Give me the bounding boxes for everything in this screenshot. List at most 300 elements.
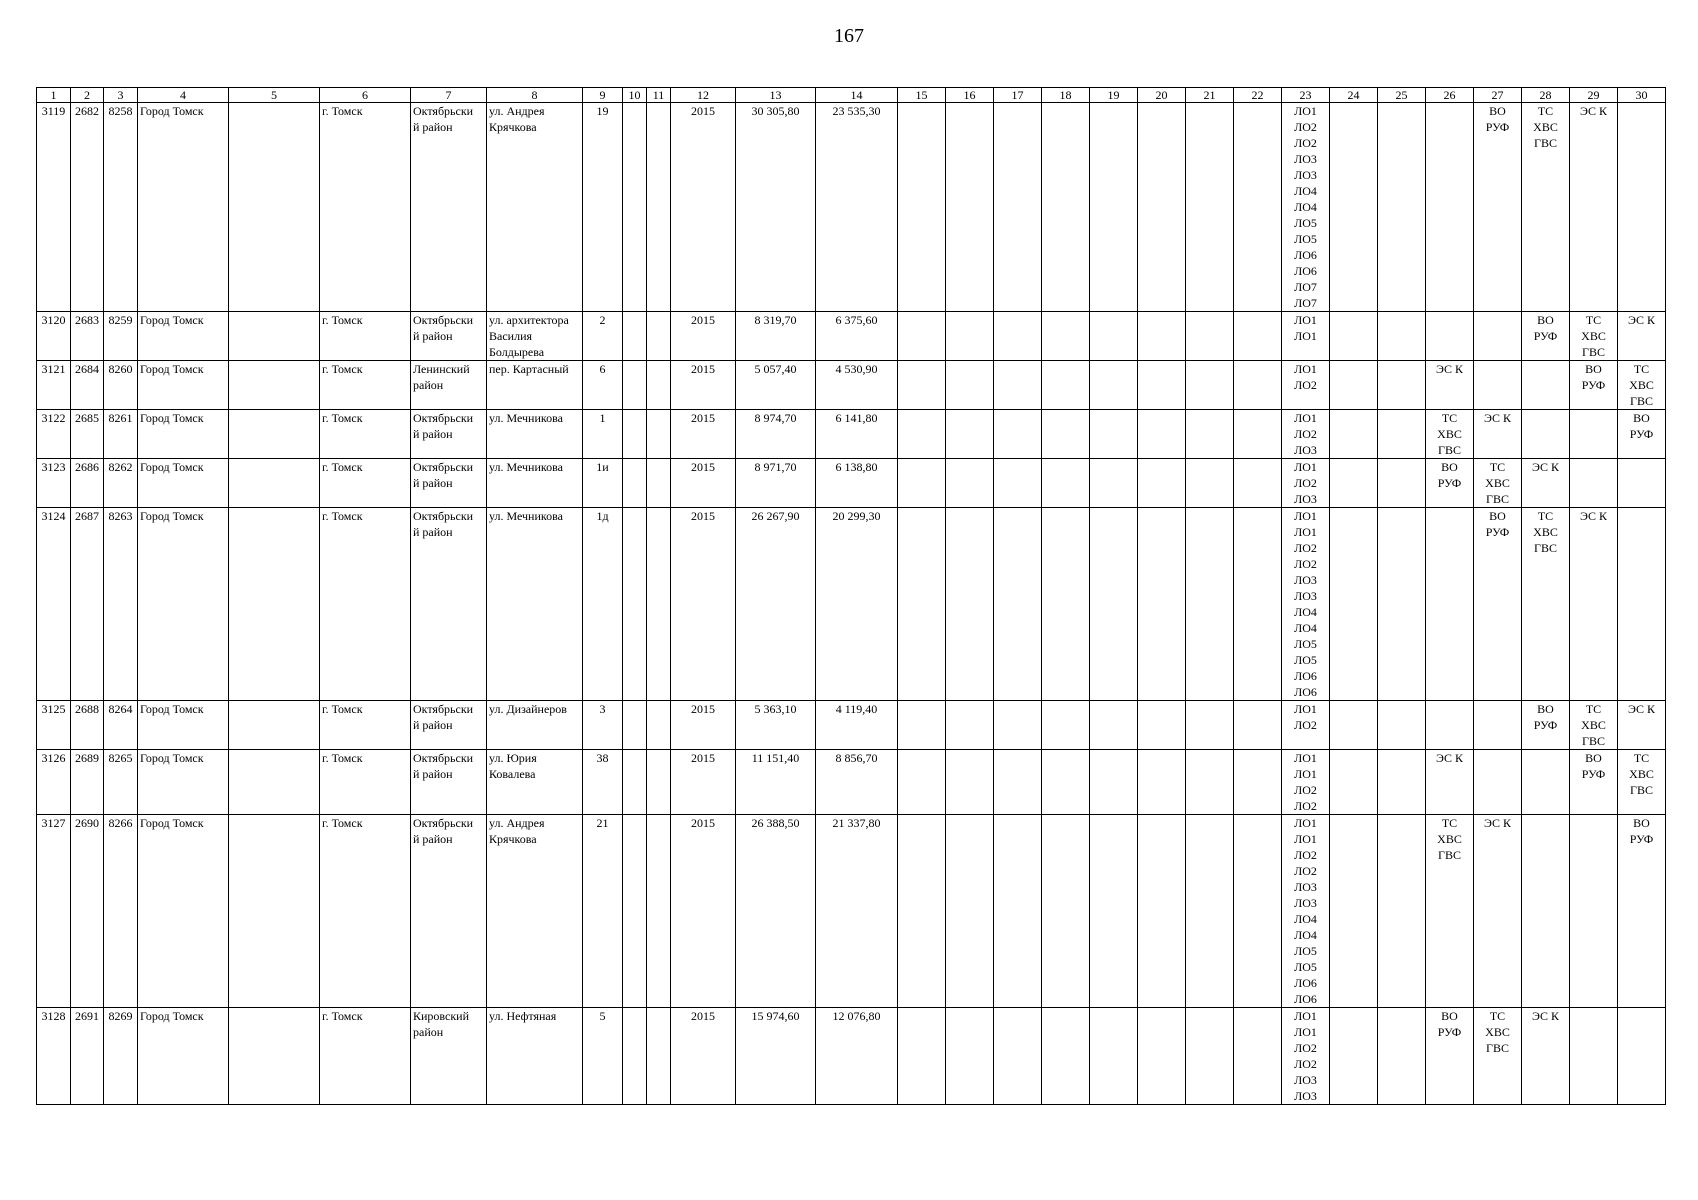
cell-line: ГВС [1582,345,1605,359]
cell-line: Ленинский [413,362,470,376]
cell-col-13: 15 974,60 [736,1008,816,1105]
column-header: 26 [1426,88,1474,103]
cell-col-19 [1090,750,1138,815]
column-header: 1 [37,88,71,103]
cell-line: ЛО2 [1294,799,1317,813]
cell-col-23 [1282,361,1330,410]
cell-line: й район [413,525,453,539]
cell-line: ЛО5 [1294,637,1317,651]
cell-col-7 [411,701,487,750]
cell-line: ТС [1585,313,1602,327]
cell-col-2: 2687 [71,508,104,701]
cell-line: ЭС К [1484,411,1511,425]
cell-col-16 [946,508,994,701]
cell-col-8 [487,815,583,1008]
cell-line: ХВС [1485,1025,1510,1039]
cell-line: ЛО1 [1294,767,1317,781]
cell-col-8 [487,361,583,410]
cell-col-29 [1570,508,1618,701]
cell-col-13: 30 305,80 [736,103,816,312]
cell-col-16 [946,701,994,750]
cell-col-19 [1090,508,1138,701]
cell-line: район [413,378,444,392]
cell-col-5 [229,750,320,815]
cell-col-30 [1618,459,1666,508]
cell-col-1: 3121 [37,361,71,410]
cell-col-7 [411,103,487,312]
cell-line: Крячкова [489,832,537,846]
cell-line: ТС [1489,1009,1506,1023]
cell-col-25 [1378,410,1426,459]
cell-line: ЛО1 [1294,751,1317,765]
cell-col-6: г. Томск [320,103,411,312]
cell-col-22 [1234,1008,1282,1105]
cell-col-30 [1618,701,1666,750]
cell-line: ЛО3 [1294,1089,1317,1103]
cell-col-27 [1474,815,1522,1008]
cell-col-29 [1570,312,1618,361]
cell-col-3: 8264 [104,701,138,750]
cell-col-4: Город Томск [138,103,229,312]
cell-line: ЛО1 [1294,460,1317,474]
cell-line: ЛО1 [1294,329,1317,343]
cell-col-25 [1378,312,1426,361]
cell-col-29 [1570,361,1618,410]
cell-col-23 [1282,508,1330,701]
cell-line: ЛО3 [1294,880,1317,894]
cell-col-6: г. Томск [320,750,411,815]
cell-col-26 [1426,750,1474,815]
cell-col-22 [1234,508,1282,701]
cell-line: Октябрьски [413,509,474,523]
column-header: 8 [487,88,583,103]
cell-line: РУФ [1533,329,1558,343]
cell-col-18 [1042,103,1090,312]
cell-line: ВО [1585,751,1602,765]
cell-col-5 [229,361,320,410]
cell-col-30 [1618,312,1666,361]
cell-line: ВО [1537,313,1554,327]
cell-col-11 [647,361,671,410]
cell-line: ЛО3 [1294,152,1317,166]
cell-line: ЭС К [1532,460,1559,474]
cell-col-25 [1378,815,1426,1008]
cell-col-11 [647,701,671,750]
cell-col-9: 2 [583,312,623,361]
cell-col-9: 1и [583,459,623,508]
cell-col-10 [623,701,647,750]
cell-col-1: 3124 [37,508,71,701]
cell-col-2: 2682 [71,103,104,312]
cell-col-14: 20 299,30 [816,508,898,701]
cell-line: ЭС К [1484,816,1511,830]
cell-line: ЛО1 [1294,411,1317,425]
cell-col-5 [229,701,320,750]
cell-line: ЛО3 [1294,573,1317,587]
cell-col-21 [1186,103,1234,312]
cell-line: ГВС [1582,734,1605,748]
cell-col-12: 2015 [671,410,736,459]
cell-line: ЛО2 [1294,1041,1317,1055]
cell-col-3: 8259 [104,312,138,361]
cell-col-1: 3122 [37,410,71,459]
cell-line: РУФ [1629,427,1654,441]
table-row [37,103,1666,312]
cell-line: пер. Картасный [489,362,569,376]
cell-col-23 [1282,312,1330,361]
cell-line: ЛО1 [1294,362,1317,376]
cell-line: ЛО2 [1294,427,1317,441]
cell-col-10 [623,312,647,361]
column-header: 13 [736,88,816,103]
cell-line: ЛО6 [1294,992,1317,1006]
cell-col-15 [898,459,946,508]
cell-col-17 [994,103,1042,312]
cell-line: РУФ [1485,525,1510,539]
cell-col-10 [623,361,647,410]
cell-col-13: 8 974,70 [736,410,816,459]
cell-line: РУФ [1437,476,1462,490]
cell-line: ЛО2 [1294,378,1317,392]
column-header: 11 [647,88,671,103]
cell-line: Октябрьски [413,104,474,118]
cell-line: ТС [1633,751,1650,765]
cell-line: ЛО2 [1294,864,1317,878]
cell-col-17 [994,815,1042,1008]
column-header: 9 [583,88,623,103]
cell-col-25 [1378,459,1426,508]
cell-line: й район [413,767,453,781]
cell-col-16 [946,815,994,1008]
cell-col-28 [1522,1008,1570,1105]
cell-line: ХВС [1437,832,1462,846]
cell-col-9: 1д [583,508,623,701]
cell-col-12: 2015 [671,701,736,750]
cell-line: ВО [1633,411,1650,425]
cell-line: ул. Андрея [489,104,545,118]
cell-col-18 [1042,459,1090,508]
cell-line: ГВС [1630,783,1653,797]
column-header: 14 [816,88,898,103]
cell-col-6: г. Томск [320,701,411,750]
cell-line: ул. Юрия [489,751,537,765]
cell-col-24 [1330,815,1378,1008]
cell-col-4: Город Томск [138,361,229,410]
cell-col-6: г. Томск [320,459,411,508]
cell-col-2: 2686 [71,459,104,508]
cell-col-22 [1234,103,1282,312]
cell-col-26 [1426,701,1474,750]
cell-line: ЛО2 [1294,848,1317,862]
cell-line: Ковалева [489,767,536,781]
cell-col-18 [1042,361,1090,410]
cell-line: ЛО1 [1294,1025,1317,1039]
cell-line: ХВС [1581,329,1606,343]
cell-col-26 [1426,312,1474,361]
cell-col-17 [994,750,1042,815]
cell-line: ТС [1441,816,1458,830]
cell-col-11 [647,508,671,701]
cell-col-13: 11 151,40 [736,750,816,815]
cell-line: ЛО2 [1294,1057,1317,1071]
cell-col-18 [1042,410,1090,459]
cell-col-24 [1330,103,1378,312]
cell-line: ЛО1 [1294,816,1317,830]
column-header: 29 [1570,88,1618,103]
cell-col-20 [1138,361,1186,410]
cell-line: РУФ [1533,718,1558,732]
cell-line: ХВС [1581,718,1606,732]
cell-col-16 [946,361,994,410]
column-header: 18 [1042,88,1090,103]
cell-col-10 [623,815,647,1008]
cell-col-25 [1378,361,1426,410]
cell-col-20 [1138,750,1186,815]
column-header: 30 [1618,88,1666,103]
cell-col-29 [1570,410,1618,459]
column-header: 10 [623,88,647,103]
cell-col-21 [1186,750,1234,815]
column-header: 6 [320,88,411,103]
cell-line: ЛО1 [1294,104,1317,118]
cell-col-10 [623,103,647,312]
cell-line: ГВС [1486,1041,1509,1055]
cell-col-20 [1138,459,1186,508]
cell-col-4: Город Томск [138,508,229,701]
cell-line: ЛО1 [1294,313,1317,327]
cell-col-10 [623,459,647,508]
cell-col-2: 2685 [71,410,104,459]
cell-line: район [413,1025,444,1039]
cell-line: ЭС К [1580,104,1607,118]
cell-col-30 [1618,361,1666,410]
cell-col-19 [1090,701,1138,750]
cell-col-23 [1282,815,1330,1008]
cell-col-26 [1426,815,1474,1008]
cell-col-16 [946,312,994,361]
cell-col-3: 8265 [104,750,138,815]
cell-col-27 [1474,1008,1522,1105]
cell-col-26 [1426,508,1474,701]
cell-line: ГВС [1630,394,1653,408]
cell-line: ЛО7 [1294,296,1317,310]
cell-col-29 [1570,815,1618,1008]
table-row [37,410,1666,459]
cell-col-19 [1090,815,1138,1008]
cell-col-22 [1234,361,1282,410]
cell-col-5 [229,1008,320,1105]
cell-col-26 [1426,1008,1474,1105]
cell-line: ХВС [1533,120,1558,134]
cell-col-25 [1378,701,1426,750]
cell-col-10 [623,1008,647,1105]
cell-col-7 [411,508,487,701]
column-header: 20 [1138,88,1186,103]
cell-col-3: 8269 [104,1008,138,1105]
cell-col-18 [1042,1008,1090,1105]
cell-col-3: 8258 [104,103,138,312]
cell-col-4: Город Томск [138,459,229,508]
table-row [37,361,1666,410]
cell-col-17 [994,410,1042,459]
cell-col-25 [1378,103,1426,312]
table-row [37,312,1666,361]
column-header: 28 [1522,88,1570,103]
table-row [37,815,1666,1008]
cell-line: ЛО4 [1294,605,1317,619]
cell-col-2: 2690 [71,815,104,1008]
table-row [37,508,1666,701]
cell-col-28 [1522,701,1570,750]
cell-line: ул. Нефтяная [489,1009,557,1023]
cell-col-3: 8266 [104,815,138,1008]
cell-col-10 [623,750,647,815]
cell-col-24 [1330,508,1378,701]
cell-col-23 [1282,459,1330,508]
cell-col-30 [1618,1008,1666,1105]
cell-line: ул. Мечникова [489,509,563,523]
cell-col-6: г. Томск [320,361,411,410]
table-row [37,459,1666,508]
cell-col-18 [1042,750,1090,815]
cell-col-1: 3127 [37,815,71,1008]
cell-col-21 [1186,410,1234,459]
cell-line: ул. архитектора [489,313,569,327]
cell-col-28 [1522,750,1570,815]
cell-col-24 [1330,361,1378,410]
cell-col-16 [946,459,994,508]
cell-line: ВО [1489,104,1506,118]
cell-line: ЛО3 [1294,896,1317,910]
cell-col-7 [411,750,487,815]
cell-col-9: 5 [583,1008,623,1105]
cell-line: ГВС [1438,848,1461,862]
cell-col-2: 2684 [71,361,104,410]
cell-col-12: 2015 [671,312,736,361]
cell-line: ВО [1441,1009,1458,1023]
cell-line: ЭС К [1436,751,1463,765]
cell-line: ЛО2 [1294,476,1317,490]
cell-col-12: 2015 [671,1008,736,1105]
cell-col-15 [898,312,946,361]
table-row [37,701,1666,750]
cell-line: Кировский [413,1009,470,1023]
cell-col-15 [898,361,946,410]
cell-col-8 [487,312,583,361]
cell-col-16 [946,103,994,312]
cell-col-1: 3126 [37,750,71,815]
cell-col-18 [1042,508,1090,701]
cell-col-27 [1474,750,1522,815]
column-header: 15 [898,88,946,103]
cell-line: ХВС [1485,476,1510,490]
cell-line: РУФ [1437,1025,1462,1039]
cell-col-10 [623,508,647,701]
cell-col-11 [647,815,671,1008]
cell-col-20 [1138,1008,1186,1105]
cell-col-9: 38 [583,750,623,815]
cell-line: Октябрьски [413,313,474,327]
cell-line: ГВС [1534,541,1557,555]
cell-line: РУФ [1629,832,1654,846]
column-header: 2 [71,88,104,103]
cell-col-11 [647,410,671,459]
cell-line: ЛО4 [1294,621,1317,635]
cell-col-14: 6 138,80 [816,459,898,508]
cell-col-25 [1378,750,1426,815]
cell-col-9: 1 [583,410,623,459]
cell-col-21 [1186,1008,1234,1105]
cell-line: ЛО6 [1294,685,1317,699]
cell-col-6: г. Томск [320,312,411,361]
cell-line: Октябрьски [413,460,474,474]
table-row [37,750,1666,815]
column-header: 3 [104,88,138,103]
cell-line: ГВС [1438,443,1461,457]
cell-col-22 [1234,410,1282,459]
cell-col-12: 2015 [671,361,736,410]
cell-col-7 [411,459,487,508]
cell-line: Крячкова [489,120,537,134]
cell-col-28 [1522,815,1570,1008]
cell-line: й район [413,476,453,490]
cell-line: ЛО4 [1294,184,1317,198]
cell-col-10 [623,410,647,459]
cell-col-19 [1090,361,1138,410]
cell-col-6: г. Томск [320,1008,411,1105]
cell-col-23 [1282,1008,1330,1105]
cell-col-27 [1474,701,1522,750]
cell-col-28 [1522,508,1570,701]
cell-col-23 [1282,410,1330,459]
cell-line: Октябрьски [413,411,474,425]
column-header: 12 [671,88,736,103]
cell-line: ЛО6 [1294,248,1317,262]
cell-line: й район [413,427,453,441]
cell-col-15 [898,508,946,701]
cell-col-17 [994,508,1042,701]
cell-col-28 [1522,312,1570,361]
cell-col-30 [1618,410,1666,459]
cell-col-13: 5 057,40 [736,361,816,410]
cell-col-20 [1138,103,1186,312]
cell-col-3: 8262 [104,459,138,508]
cell-line: ТС [1489,460,1506,474]
column-header: 17 [994,88,1042,103]
cell-col-21 [1186,508,1234,701]
cell-col-26 [1426,361,1474,410]
cell-line: ЭС К [1436,362,1463,376]
cell-col-23 [1282,103,1330,312]
cell-col-4: Город Томск [138,1008,229,1105]
cell-col-8 [487,1008,583,1105]
column-header: 25 [1378,88,1426,103]
cell-col-15 [898,701,946,750]
cell-col-20 [1138,701,1186,750]
cell-col-24 [1330,701,1378,750]
cell-col-25 [1378,508,1426,701]
column-header: 23 [1282,88,1330,103]
cell-line: ТС [1633,362,1650,376]
cell-col-25 [1378,1008,1426,1105]
cell-col-28 [1522,459,1570,508]
cell-line: ЛО3 [1294,168,1317,182]
cell-line: ЛО2 [1294,718,1317,732]
cell-col-16 [946,1008,994,1105]
cell-line: ХВС [1629,767,1654,781]
cell-col-8 [487,750,583,815]
cell-line: ЭС К [1628,313,1655,327]
